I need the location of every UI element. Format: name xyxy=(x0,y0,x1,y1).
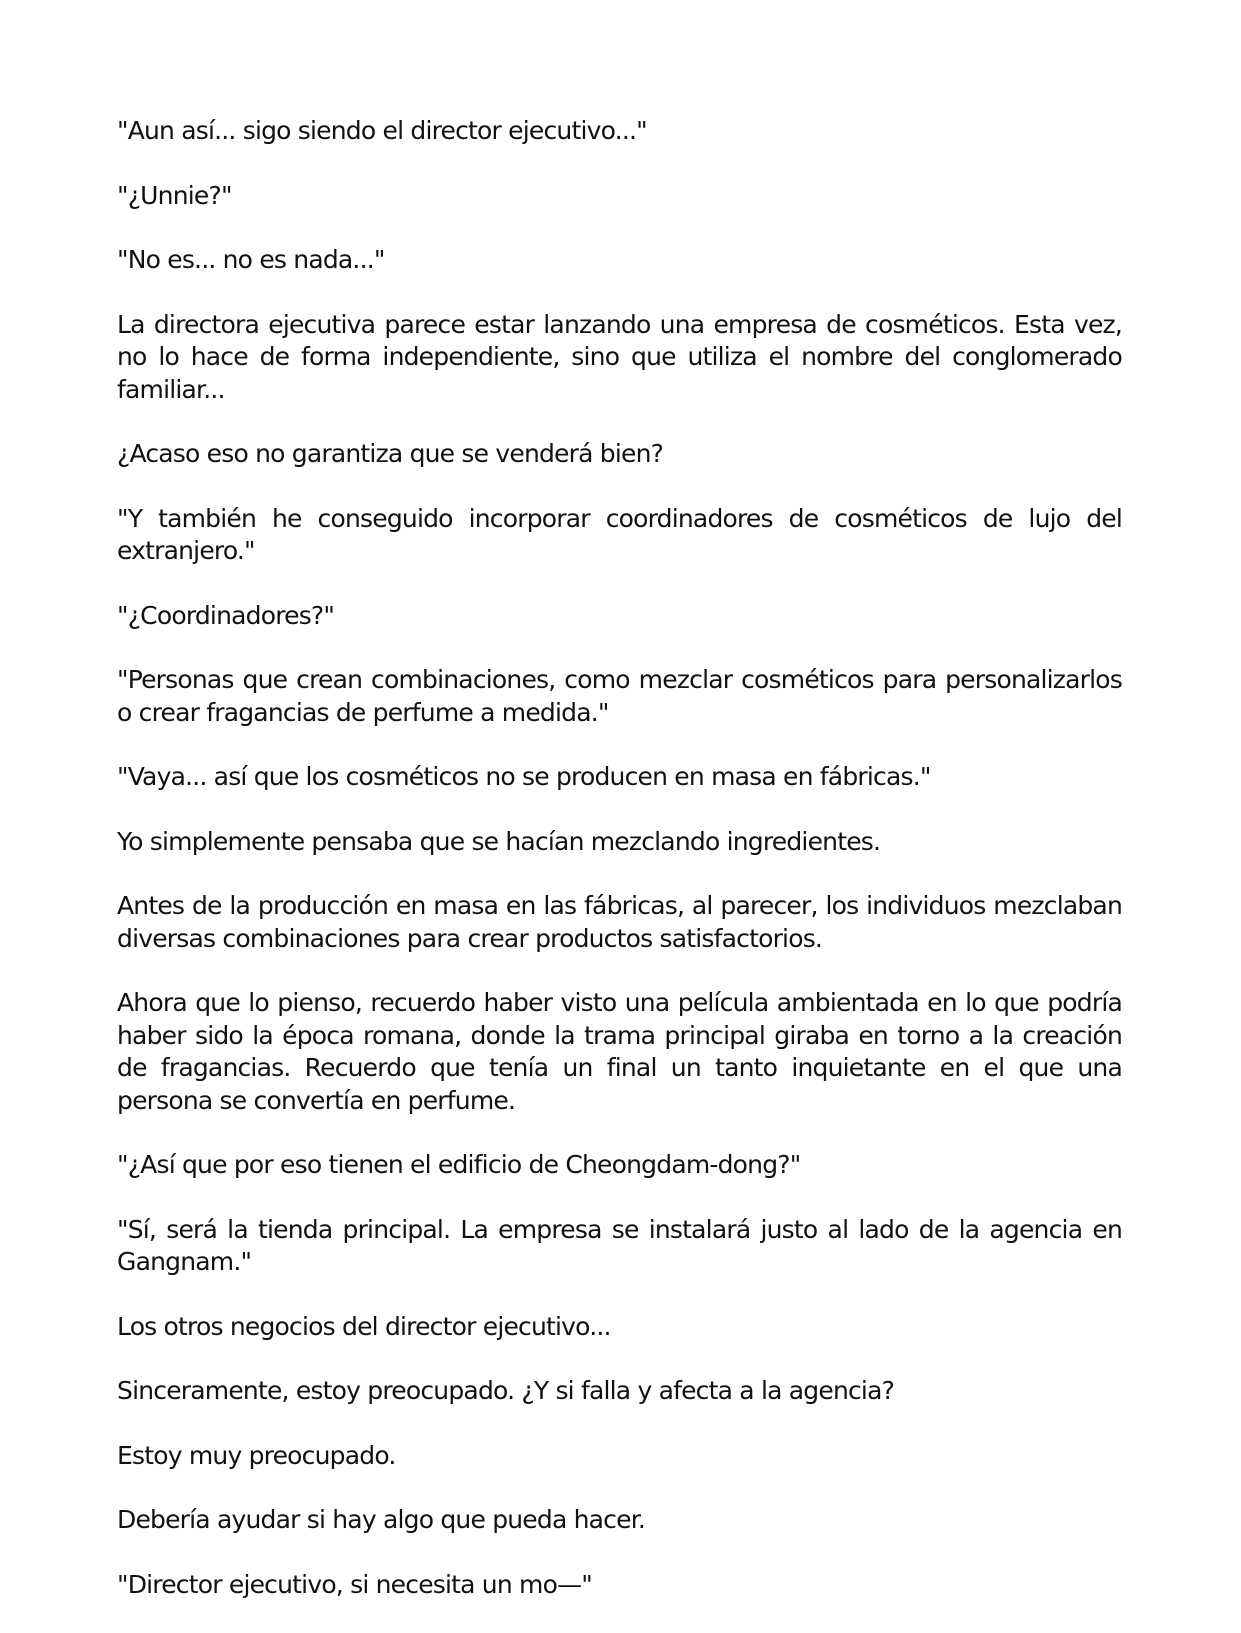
paragraph: "¿Así que por eso tienen el edificio de Cheongdam-dong?" xyxy=(117,1150,801,1179)
paragraph: ¿Acaso eso no garantiza que se venderá bien? xyxy=(117,439,664,468)
paragraph: "Personas que crean combinaciones, como mezclar cosméticos para personalizarlos o crear fragancias de perfume a medida." xyxy=(117,665,1122,727)
document-body xyxy=(117,115,1122,1633)
paragraph: Antes de la producción en masa en las fábricas, al parecer, los individuos mezclaban diversas combinaciones para crear productos satisfactorios. xyxy=(117,891,1122,953)
paragraph: Los otros negocios del director ejecutivo... xyxy=(117,1311,611,1341)
paragraph: "¿Coordinadores?" xyxy=(117,600,335,630)
paragraph: Sinceramente, estoy preocupado. ¿Y si falla y afecta a la agencia? xyxy=(117,1376,895,1405)
paragraph: "No es... no es nada..." xyxy=(117,245,385,274)
paragraph: Yo simplemente pensaba que se hacían mezclando ingredientes. xyxy=(117,826,881,856)
paragraph: Debería ayudar si hay algo que pueda hacer. xyxy=(117,1505,646,1534)
paragraph: "Director ejecutivo, si necesita un mo—" xyxy=(117,1569,592,1599)
paragraph: "Sí, será la tienda principal. La empresa se instalará justo al lado de la agencia en Gangnam." xyxy=(117,1214,1122,1276)
paragraph: "Y también he conseguido incorporar coordinadores de cosméticos de lujo del extranjero." xyxy=(117,503,1122,565)
paragraph: La directora ejecutiva parece estar lanzando una empresa de cosméticos. Esta vez, no lo hace de forma independiente, sino que utiliza el nombre del conglomerado familiar... xyxy=(117,309,1122,404)
paragraph: Ahora que lo pienso, recuerdo haber visto una película ambientada en lo que podría haber sido la época romana, donde la trama principal giraba en torno a la creación de fragancias. Recuerdo que tenía un final un tanto inquietante en el que una persona se convertía en perfume. xyxy=(117,988,1122,1115)
paragraph: "Vaya... así que los cosméticos no se producen en masa en fábricas." xyxy=(117,762,931,791)
paragraph: "Aun así... sigo siendo el director ejecutivo..." xyxy=(117,116,647,145)
paragraph: "¿Unnie?" xyxy=(117,180,232,210)
paragraph: Estoy muy preocupado. xyxy=(117,1440,396,1470)
